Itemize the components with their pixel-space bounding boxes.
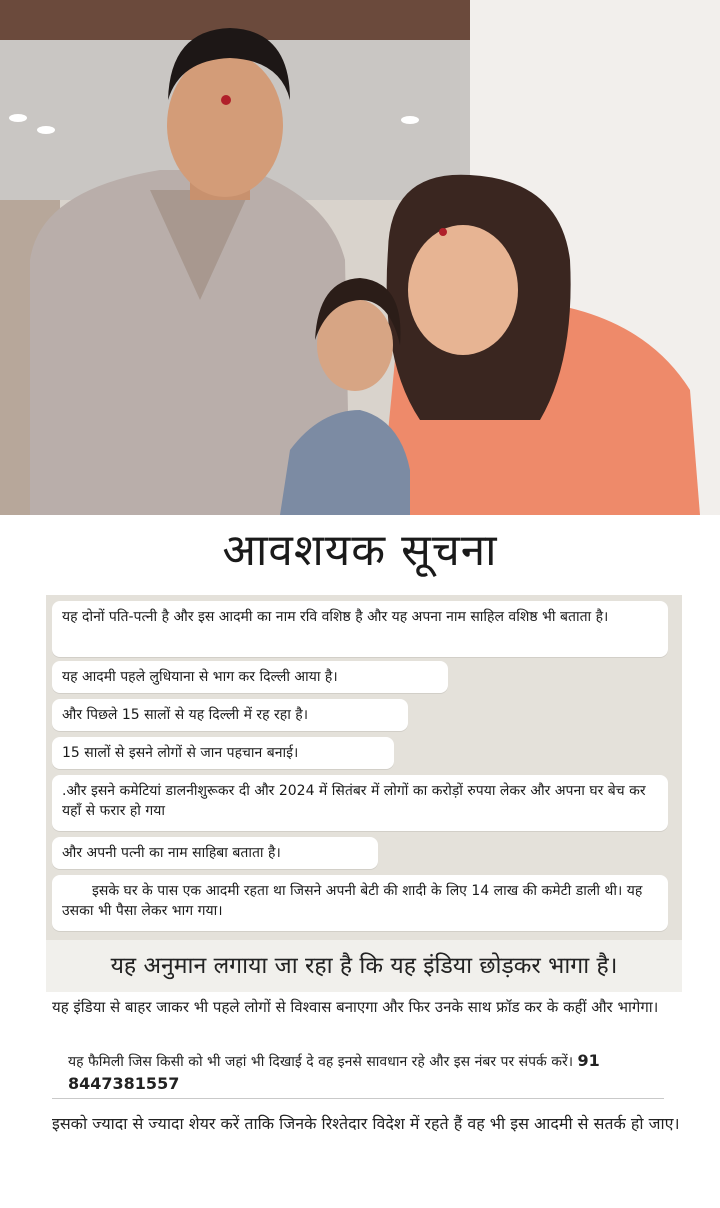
message-bubble: यह दोनों पति-पत्नी है और इस आदमी का नाम रवि वशिष्ठ है और यह अपना नाम साहिल वशिष्ठ भी बताता है।: [52, 601, 668, 657]
message-bubble: .और इसने कमेटियां डालनीशुरूकर दी और 2024 में सितंबर में लोगों का करोड़ों रुपया लेकर और अपना घर बेच कर यहाँ से फरार हो गया: [52, 775, 668, 831]
warning-paragraph: यह इंडिया से बाहर जाकर भी पहले लोगों से विश्वास बनाएगा और फिर उनके साथ फ्रॉड कर के कहीं और भागेगा।: [52, 998, 659, 1016]
phone-number: 91 8447381557: [68, 1051, 600, 1093]
contact-paragraph: [68, 1050, 668, 1096]
message-bubble: और पिछले 15 सालों से यह दिल्ली में रह रहा है।: [52, 699, 408, 731]
divider: [52, 1098, 664, 1099]
share-paragraph: इसको ज्यादा से ज्यादा शेयर करें ताकि जिनके रिश्तेदार विदेश में रहते हैं वह भी इस आदमी से सतर्क हो जाए।: [52, 1114, 680, 1133]
headline: यह अनुमान लगाया जा रहा है कि यह इंडिया छोड़कर भागा है।: [46, 940, 682, 992]
message-bubble: 15 सालों से इसने लोगों से जान पहचान बनाई।: [52, 737, 394, 769]
message-bubble: और अपनी पत्नी का नाम साहिबा बताता है।: [52, 837, 378, 869]
chat-screenshot: [46, 595, 682, 940]
message-bubble: यह आदमी पहले लुधियाना से भाग कर दिल्ली आया है।: [52, 661, 448, 693]
notice-title: आवशयक सूचना: [222, 525, 498, 576]
message-bubble: इसके घर के पास एक आदमी रहता था जिसने अपनी बेटी की शादी के लिए 14 लाख की कमेटी डाली थी। यह उसका भी पैसा लेकर भाग गया।: [52, 875, 668, 931]
contact-text: यह फैमिली जिस किसी को भी जहां भी दिखाई दे वह इनसे सावधान रहे और इस नंबर पर संपर्क करें।: [68, 1054, 574, 1070]
family-photo: [0, 0, 720, 515]
